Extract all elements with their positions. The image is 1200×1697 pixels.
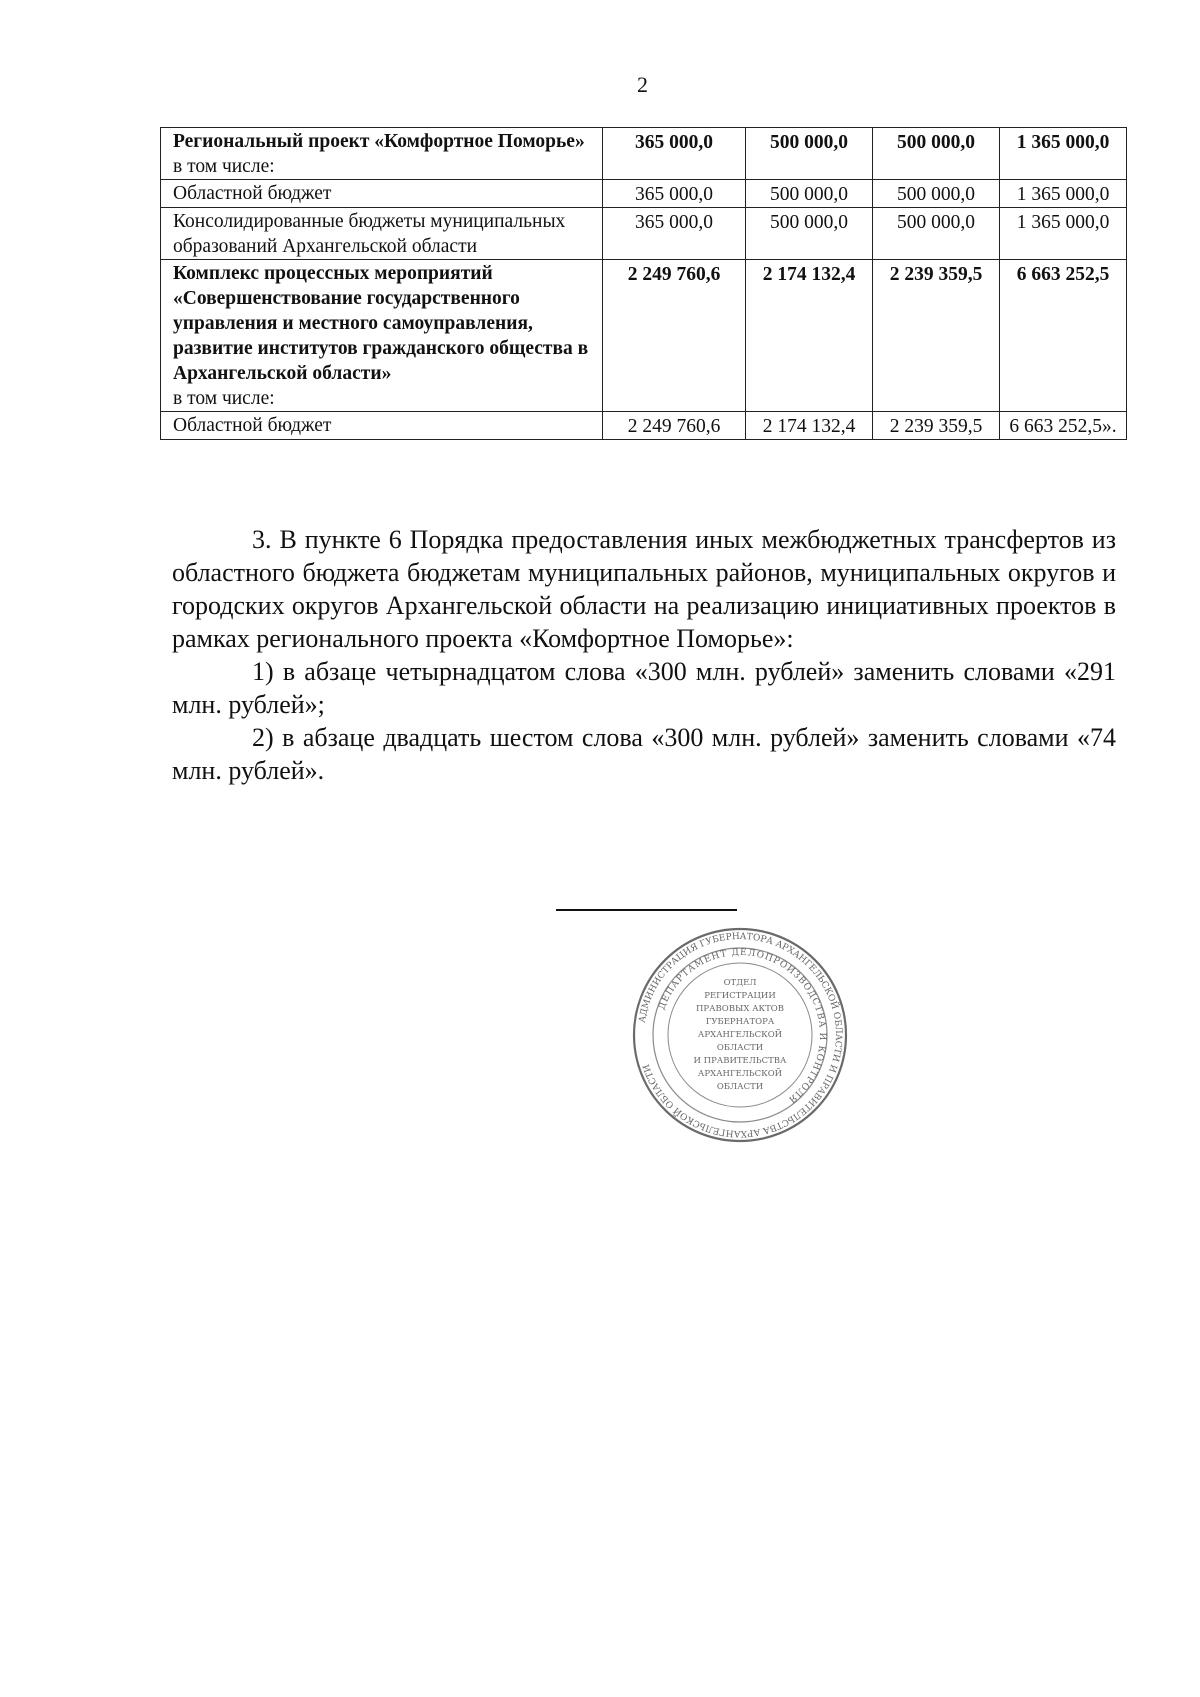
row-value-2: 2 174 132,4 [746, 260, 873, 412]
closing-divider [556, 909, 737, 911]
official-seal-stamp [630, 925, 850, 1145]
row-value-3: 500 000,0 [873, 208, 1000, 260]
paragraph-item-3: 3. В пункте 6 Порядка предоставления иных межбюджетных трансфертов из областного бюджета бюджетам муниципальных районов, муниципальных округов и городских округов Архангельской области на реализацию инициативных проектов в рамках регионального проекта «Комфортное Поморье»: [172, 525, 1116, 653]
seal-center-line: И ПРАВИТЕЛЬСТВА [693, 1056, 787, 1066]
row-value-4: 6 663 252,5 [1000, 260, 1127, 412]
row-title: Областной бюджет [173, 183, 332, 204]
row-title: Областной бюджет [173, 415, 332, 436]
row-value-1: 2 249 760,6 [603, 412, 746, 440]
budget-table-body [161, 128, 1127, 440]
row-value-4: 1 365 000,0 [1000, 180, 1127, 208]
table-row [161, 180, 1127, 208]
row-value-3: 2 239 359,5 [873, 260, 1000, 412]
subitem-1: 1) в абзаце четырнадцатом слова «300 млн. рублей» заменить словами «291 млн. рублей»; [172, 657, 1116, 719]
row-value-2: 500 000,0 [746, 208, 873, 260]
row-description [161, 128, 603, 180]
table-row [161, 128, 1127, 180]
row-value-2: 500 000,0 [746, 180, 873, 208]
seal-center-line: ОТДЕЛ [723, 978, 757, 988]
seal-center-text [694, 978, 787, 1092]
row-title: Комплекс процессных мероприятий «Совершенствование государственного управления и местного самоуправления, развитие институтов гражданского общества в Архангельской области» [173, 263, 589, 384]
row-title: Региональный проект «Комфортное Поморье» [173, 131, 585, 152]
row-description [161, 260, 603, 412]
row-value-1: 2 249 760,6 [603, 260, 746, 412]
row-description [161, 412, 603, 440]
row-value-1: 365 000,0 [603, 128, 746, 180]
amendment-text [172, 523, 1116, 787]
row-value-3: 500 000,0 [873, 180, 1000, 208]
seal-ring-text-path: ДЕПАРТАМЕНТ ДЕЛОПРОИЗВОДСТВА И КОНТРОЛЯ [657, 947, 828, 1105]
row-description [161, 180, 603, 208]
seal-outer-text-path: АДМИНИСТРАЦИЯ ГУБЕРНАТОРА АРХАНГЕЛЬСКОЙ ОБЛАСТИ И ПРАВИТЕЛЬСТВА АРХАНГЕЛЬСКОЙ ОБЛАСТИ [637, 931, 844, 1139]
table-row [161, 208, 1127, 260]
row-value-1: 365 000,0 [603, 208, 746, 260]
seal-center-line: АРХАНГЕЛЬСКОЙ [697, 1069, 783, 1079]
row-value-1: 365 000,0 [603, 180, 746, 208]
seal-center-line: ПРАВОВЫХ АКТОВ [695, 1004, 785, 1014]
seal-center-line: ОБЛАСТИ [716, 1043, 764, 1053]
table-row [161, 260, 1127, 412]
seal-center-line: ОБЛАСТИ [716, 1082, 764, 1092]
row-value-3: 2 239 359,5 [873, 412, 1000, 440]
seal-center-line: АРХАНГЕЛЬСКОЙ [697, 1030, 783, 1040]
row-title: Консолидированные бюджеты муниципальных образований Архангельской области [173, 211, 566, 257]
row-note: в том числе: [173, 156, 275, 177]
table-row [161, 412, 1127, 440]
budget-table [160, 127, 1127, 440]
row-value-3: 500 000,0 [873, 128, 1000, 180]
subitem-2: 2) в абзаце двадцать шестом слова «300 млн. рублей» заменить словами «74 млн. рублей». [172, 723, 1116, 785]
row-description [161, 208, 603, 260]
row-value-4: 1 365 000,0 [1000, 128, 1127, 180]
seal-center-line: ГУБЕРНАТОРА [705, 1017, 775, 1027]
row-value-2: 2 174 132,4 [746, 412, 873, 440]
row-value-4: 6 663 252,5». [1000, 412, 1127, 440]
row-note: в том числе: [173, 388, 275, 409]
row-value-4: 1 365 000,0 [1000, 208, 1127, 260]
seal-center-line: РЕГИСТРАЦИИ [704, 991, 776, 1001]
page-number: 2 [637, 72, 648, 97]
row-value-2: 500 000,0 [746, 128, 873, 180]
